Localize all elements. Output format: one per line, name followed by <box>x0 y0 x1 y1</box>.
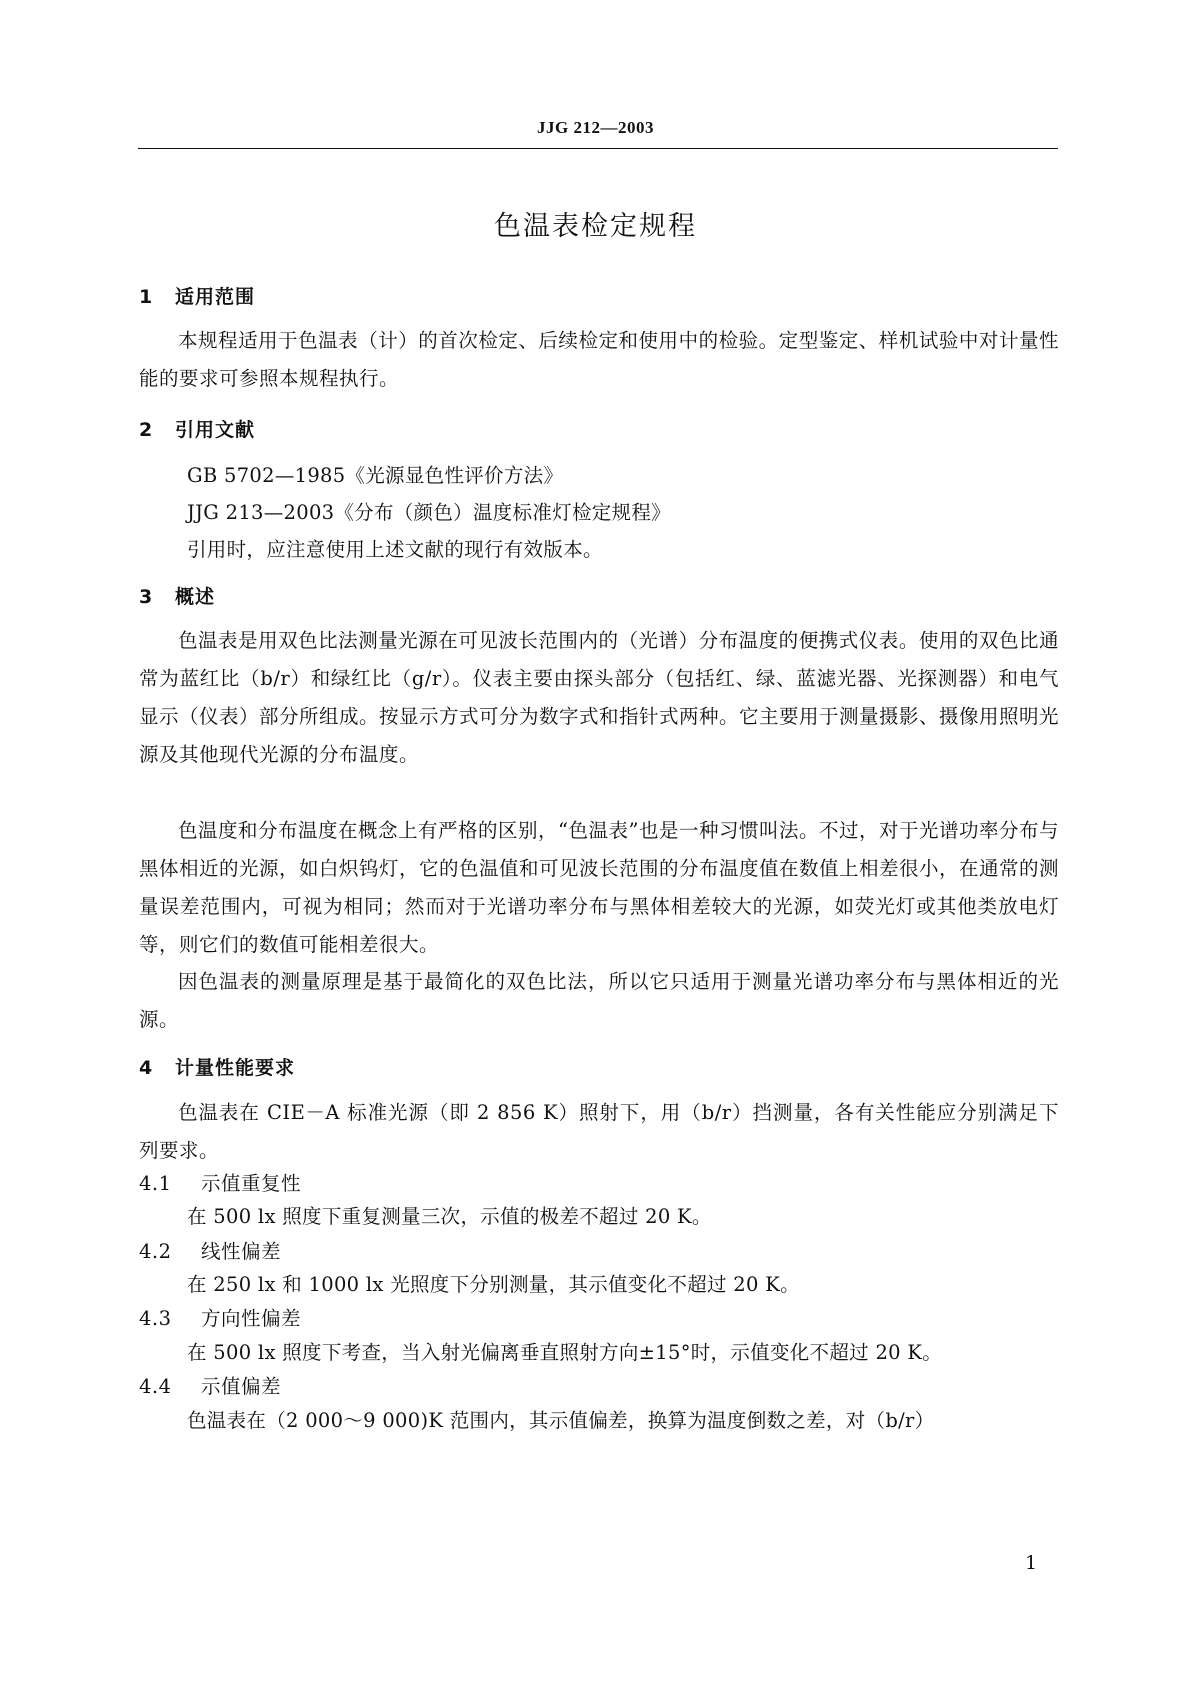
section-1-paragraph: 本规程适用于色温表（计）的首次检定、后续检定和使用中的检验。定型鉴定、样机试验中对计量性能的要求可参照本规程执行。 <box>139 329 1059 390</box>
page-number: 1 <box>1025 1552 1038 1574</box>
header-divider <box>138 148 1058 149</box>
reference-item: JJG 213—2003《分布（颜色）温度标准灯检定规程》 <box>187 501 671 524</box>
subsection-title: 方向性偏差 <box>201 1307 302 1330</box>
section-3-paragraph-1: 色温表是用双色比法测量光源在可见波长范围内的（光谱）分布温度的便携式仪表。使用的双色比通常为蓝红比（b/r）和绿红比（g/r）。仪表主要由探头部分（包括红、绿、蓝滤光器、光探测器）和电气显示（仪表）部分所组成。按显示方式可分为数字式和指针式两种。它主要用于测量摄影、摄像用照明光源及其他现代光源的分布温度。 <box>139 629 1060 766</box>
reference-note: 引用时，应注意使用上述文献的现行有效版本。 <box>187 538 603 561</box>
subsection-4-2-heading <box>139 1238 281 1266</box>
section-1-heading <box>139 282 255 309</box>
section-number: 3 <box>139 586 154 608</box>
subsection-title: 线性偏差 <box>201 1240 282 1263</box>
section-3-heading <box>139 582 215 609</box>
subsection-4-3-text: 在 500 lx 照度下考查，当入射光偏离垂直照射方向±15°时，示值变化不超过 20 K。 <box>187 1341 943 1364</box>
section-2-heading <box>139 415 255 442</box>
section-title: 概述 <box>175 586 216 608</box>
document-title: 色温表检定规程 <box>494 211 697 242</box>
subsection-4-2-text: 在 250 lx 和 1000 lx 光照度下分别测量，其示值变化不超过 20 K。 <box>187 1273 800 1296</box>
section-3-paragraph-2: 色温度和分布温度在概念上有严格的区别，“色温表”也是一种习惯叫法。不过，对于光谱功率分布与黑体相近的光源，如白炽钨灯，它的色温值和可见波长范围的分布温度值在数值上相差很小，在通常的测量误差范围内，可视为相同；然而对于光谱功率分布与黑体相差较大的光源，如荧光灯或其他类放电灯等，则它们的数值可能相差很大。 <box>139 819 1060 956</box>
subsection-4-4-heading <box>139 1373 281 1401</box>
subsection-title: 示值重复性 <box>201 1172 302 1195</box>
subsection-number: 4.2 <box>139 1240 172 1263</box>
section-title: 引用文献 <box>175 419 256 441</box>
section-number: 1 <box>139 286 154 308</box>
subsection-title: 示值偏差 <box>201 1375 282 1398</box>
section-4-heading <box>139 1053 295 1080</box>
subsection-number: 4.4 <box>139 1375 172 1398</box>
section-3-paragraph-3: 因色温表的测量原理是基于最简化的双色比法，所以它只适用于测量光谱功率分布与黑体相近的光源。 <box>139 970 1059 1031</box>
subsection-4-3-heading <box>139 1305 301 1333</box>
subsection-4-1-text: 在 500 lx 照度下重复测量三次，示值的极差不超过 20 K。 <box>187 1205 712 1228</box>
subsection-4-4-text: 色温表在（2 000～9 000)K 范围内，其示值偏差，换算为温度倒数之差，对（b/r） <box>187 1409 935 1432</box>
subsection-number: 4.1 <box>139 1172 172 1195</box>
section-title: 适用范围 <box>175 286 256 308</box>
subsection-number: 4.3 <box>139 1307 172 1330</box>
section-title: 计量性能要求 <box>175 1057 296 1079</box>
subsection-4-1-heading <box>139 1170 301 1198</box>
section-number: 4 <box>139 1057 154 1079</box>
section-number: 2 <box>139 419 154 441</box>
reference-item: GB 5702—1985《光源显色性评价方法》 <box>187 464 564 487</box>
standard-code-header: JJG 212—2003 <box>537 118 654 137</box>
section-4-paragraph: 色温表在 CIE－A 标准光源（即 2 856 K）照射下，用（b/r）挡测量，各有关性能应分别满足下列要求。 <box>139 1101 1059 1162</box>
